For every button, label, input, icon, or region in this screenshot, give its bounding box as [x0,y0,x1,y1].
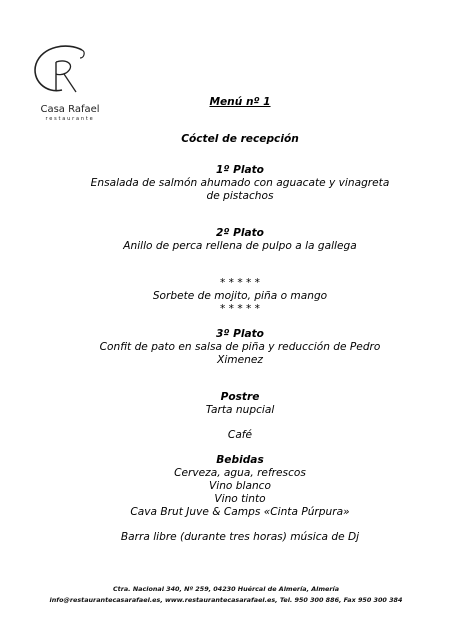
open-bar-line: Barra libre (durante tres horas) música de Dj [120,531,360,543]
separator-stars-bottom: * * * * * [220,303,260,315]
sorbet-line: Sorbete de mojito, piña o mango [152,290,328,302]
course-1-heading: 1º Plato [216,164,264,176]
course-3-line-1: Confit de pato en salsa de piña y reducción de Pedro [99,341,381,353]
cocktail-heading: Cóctel de recepción [181,133,299,145]
drinks-line-1: Cerveza, agua, refrescos [174,467,306,479]
logo-subtitle: restaurante [45,116,95,122]
coffee-line: Café [227,429,253,441]
drinks-heading: Bebidas [216,454,264,466]
course-3-heading: 3º Plato [216,328,264,340]
menu-content [60,96,420,544]
drinks-line-4: Cava Brut Juve & Camps «Cinta Púrpura» [130,506,350,518]
page-footer [0,584,452,606]
logo-monogram-icon [20,40,120,104]
footer-contact: info@restaurantecasarafael.es, www.restaurantecasarafael.es, Tel. 950 300 886, Fax 950 300 384 [49,596,403,604]
course-2-heading: 2º Plato [216,227,264,239]
footer-address: Ctra. Nacional 340, Nº 259, 04230 Huércal de Almería, Almería [112,585,340,593]
logo-name: Casa Rafael [40,104,100,115]
dessert-line: Tarta nupcial [205,404,275,416]
course-1-line-2: de pistachos [206,190,274,202]
drinks-line-3: Vino tinto [214,493,266,505]
menu-title: Menú nº 1 [209,96,271,108]
course-2-line-1: Anillo de perca rellena de pulpo a la gallega [123,240,357,252]
separator-stars-top: * * * * * [220,277,260,289]
drinks-line-2: Vino blanco [209,480,271,492]
course-3-line-2: Ximenez [217,354,263,366]
course-1-line-1: Ensalada de salmón ahumado con aguacate y vinagreta [90,177,390,189]
dessert-heading: Postre [220,391,260,403]
